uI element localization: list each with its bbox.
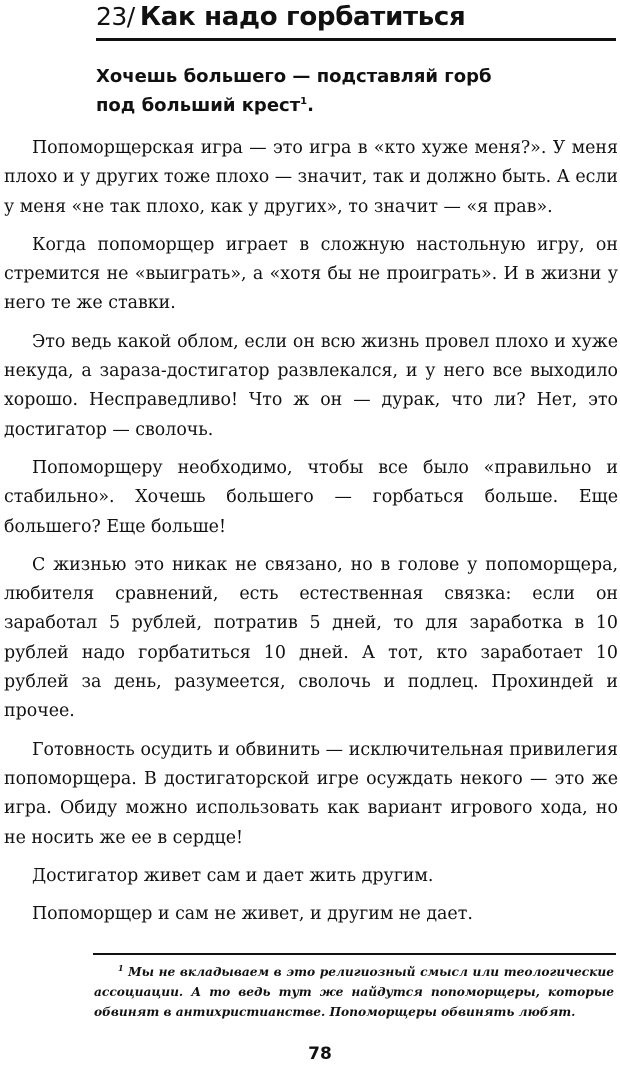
header-rule bbox=[96, 38, 616, 41]
chapter-header bbox=[96, 2, 616, 36]
paragraph: Попоморщеру необходимо, чтобы все было «правильно и стабильно». Хочешь большего — горбаться больше. Еще большего? Еще больше! bbox=[4, 457, 618, 537]
paragraph: Попоморщер и сам не живет, и другим не дает. bbox=[32, 904, 473, 925]
paragraph: Готовность осудить и обвинить — исключительная привилегия попоморщера. В достигаторской игре осуждать некого — это же игра. Обиду можно использовать как вариант игрового хода, но не носить же ее в сердце! bbox=[4, 739, 618, 848]
footnote-marker: 1 bbox=[118, 962, 124, 973]
epigraph-line-2 bbox=[96, 91, 536, 120]
paragraph: С жизнью это никак не связано, но в голове у попоморщера, любителя сравнений, есть естественная связка: если он заработал 5 рублей, потратив 5 дней, то для заработка в 10 рублей надо горбатиться 10 дней. А тот, кто заработает 10 рублей за день, разумеется, сволочь и подлец. Прохиндей и прочее. bbox=[4, 554, 618, 722]
footnote bbox=[94, 962, 614, 1022]
footnote-rule bbox=[93, 953, 616, 955]
paragraph: Когда попоморщер играет в сложную настольную игру, он стремится не «выиграть», а «хотя бы не проиграть». И в жизни у него те же ставки. bbox=[4, 234, 618, 314]
paragraph: Достигатор живет сам и дает жить другим. bbox=[32, 865, 434, 886]
epigraph-line-2-text: под больший крест bbox=[96, 95, 301, 116]
footnote-text: Мы не вкладываем в это религиозный смысл или теологические ассоциации. А то ведь тут же найдутся попоморщеры, которые обвинят в антихристианстве. Попоморщеры обвинять любят. bbox=[94, 965, 614, 1019]
epigraph bbox=[96, 62, 536, 120]
chapter-title: Как надо горбатиться bbox=[139, 2, 466, 32]
footnote-reference: 1 bbox=[300, 96, 308, 107]
epigraph-line-1: Хочешь большего — подставляй горб bbox=[96, 66, 492, 87]
paragraph: Это ведь какой облом, если он всю жизнь провел плохо и хуже некуда, а зараза-достигатор развлекался, и у него все выходило хорошо. Несправедливо! Что ж он — дурак, что ли? Нет, это достигатор — сволочь. bbox=[4, 331, 618, 440]
chapter-number: 23/ bbox=[96, 2, 135, 31]
body-text bbox=[4, 134, 618, 929]
paragraph: Попоморщерская игра — это игра в «кто хуже меня?». У меня плохо и у других тоже плохо — значит, так и должно быть. А если у меня «не так плохо, как у других», то значит — «я прав». bbox=[4, 138, 618, 217]
page-number: 78 bbox=[308, 1044, 332, 1064]
epigraph-end: . bbox=[307, 95, 314, 116]
